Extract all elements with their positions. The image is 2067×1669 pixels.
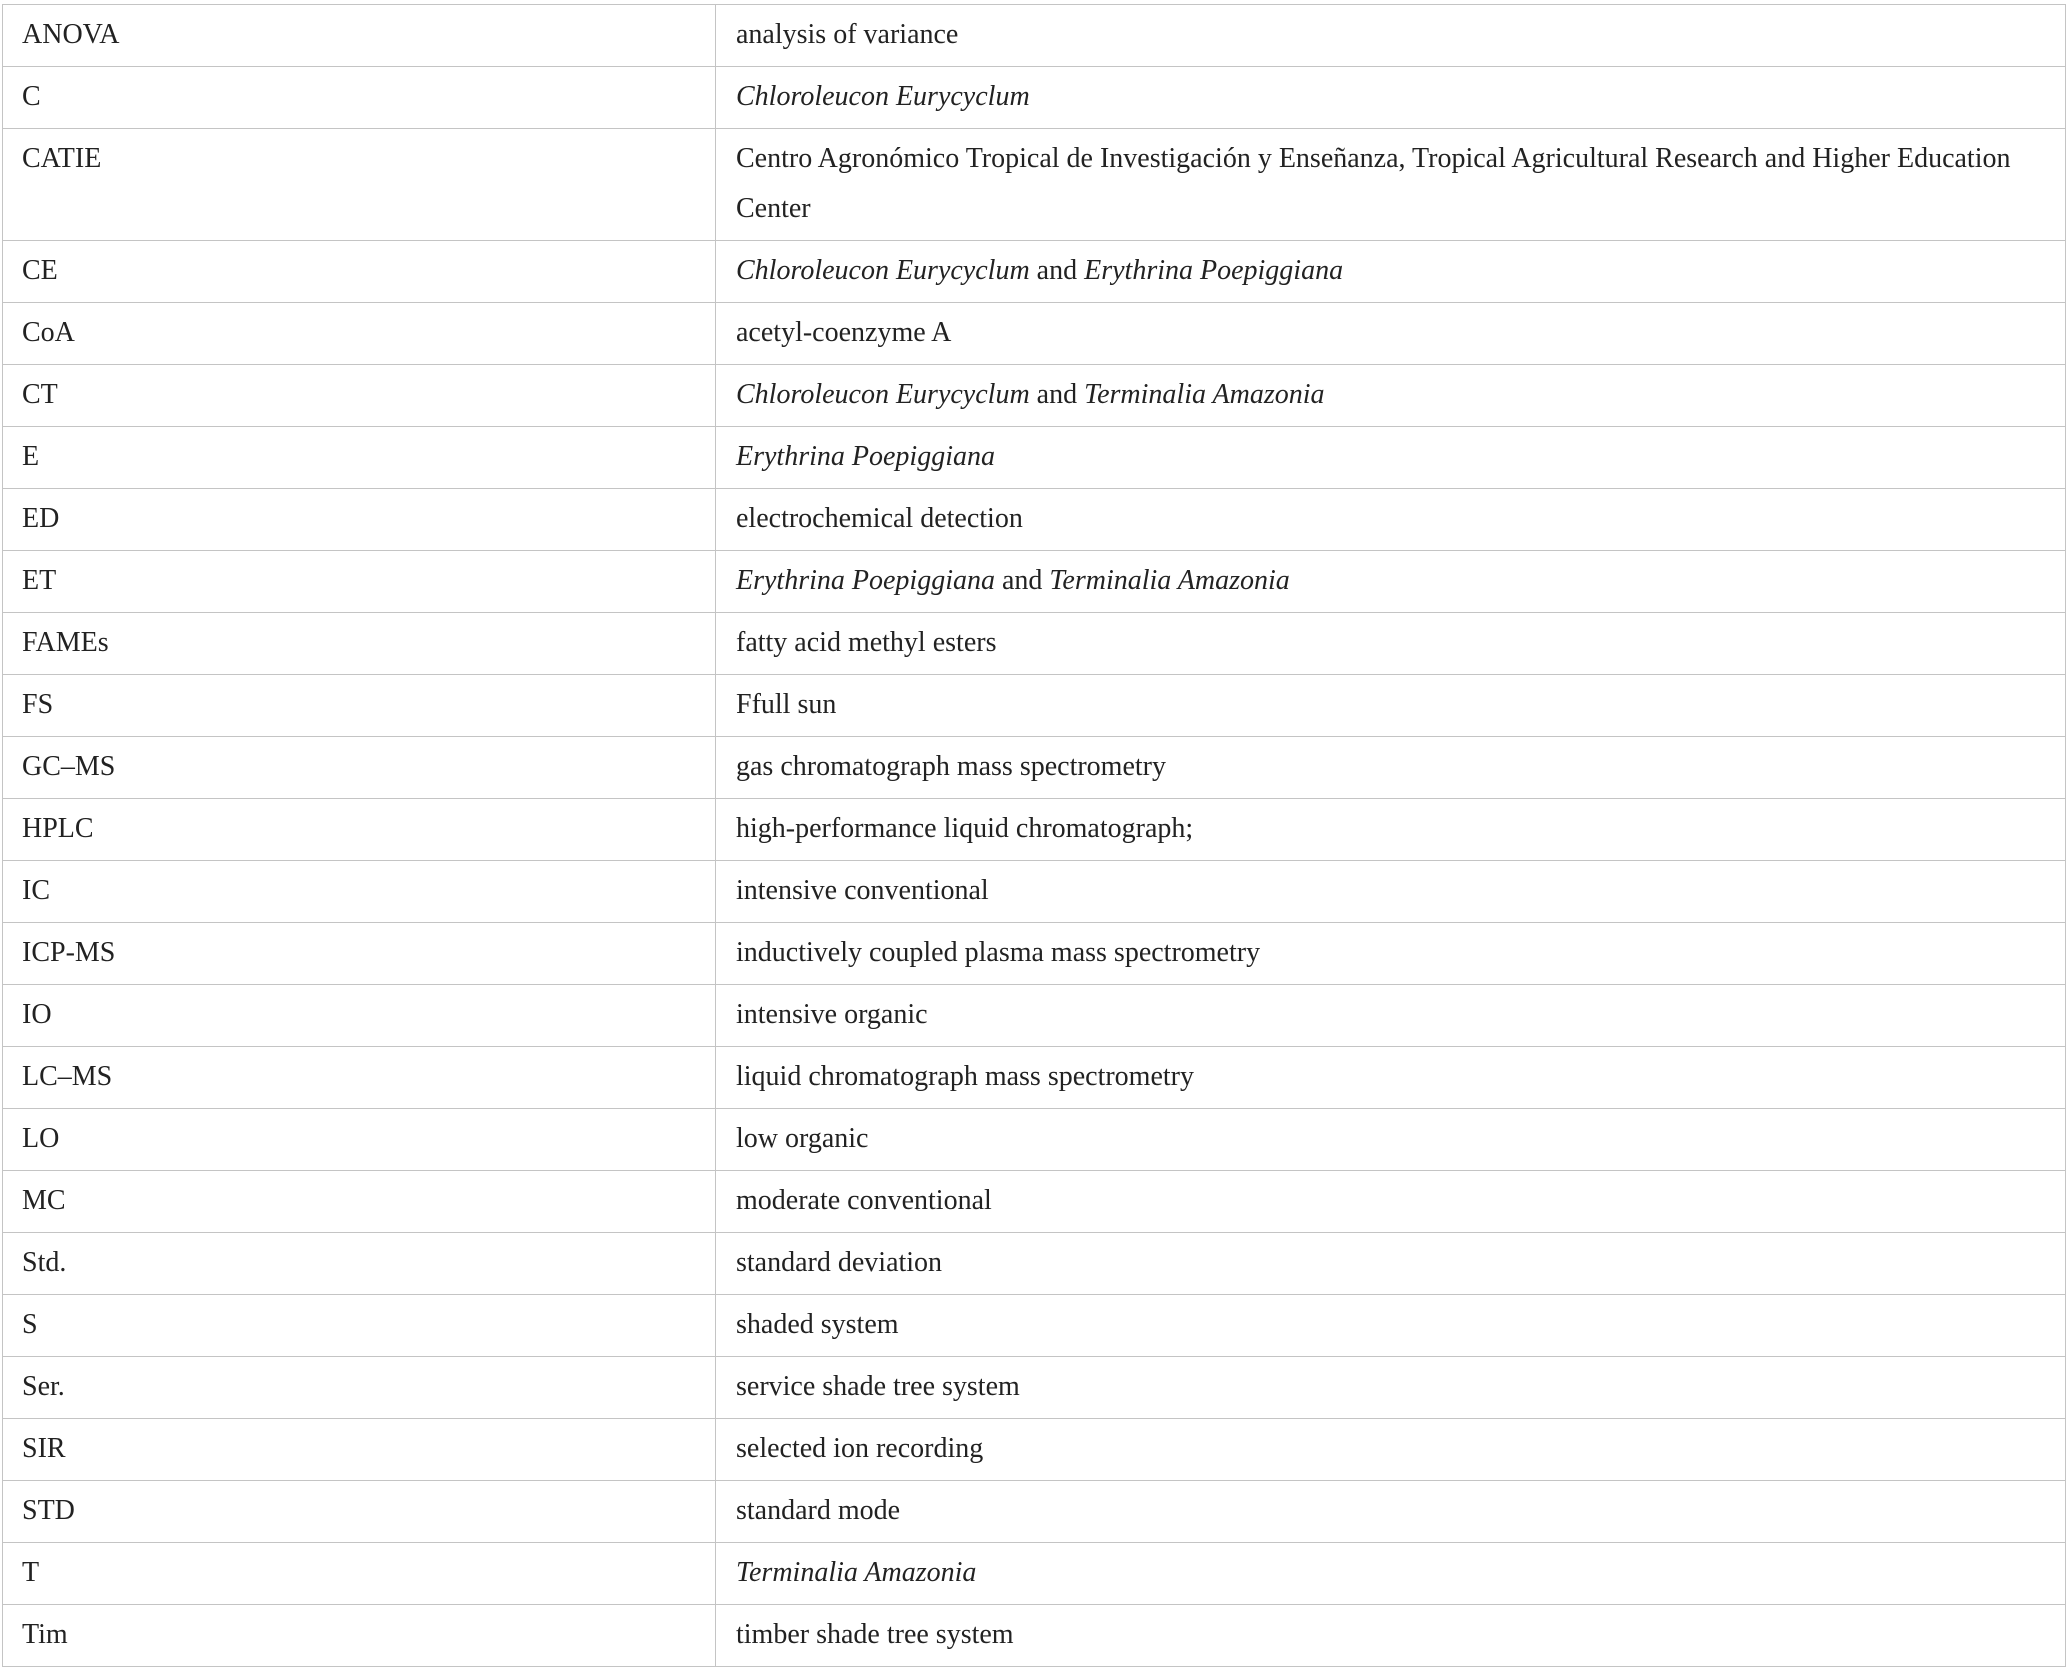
abbreviation-cell: ED	[3, 489, 716, 551]
definition-text: standard deviation	[736, 1247, 943, 1278]
definition-italic-text: Erythrina Poepiggiana	[736, 565, 995, 596]
table-row	[3, 799, 2066, 861]
table-row	[3, 427, 2066, 489]
definition-cell	[716, 1233, 2066, 1295]
abbreviations-table	[2, 4, 2066, 1667]
abbreviation-cell: E	[3, 427, 716, 489]
definition-cell	[716, 923, 2066, 985]
table-row	[3, 67, 2066, 129]
definition-text: low organic	[736, 1123, 869, 1154]
definition-cell	[716, 1047, 2066, 1109]
table-row	[3, 1357, 2066, 1419]
definition-italic-text: Terminalia Amazonia	[736, 1557, 977, 1588]
table-row	[3, 613, 2066, 675]
abbreviation-cell: Ser.	[3, 1357, 716, 1419]
abbreviation-cell: ICP-MS	[3, 923, 716, 985]
definition-cell	[716, 1543, 2066, 1605]
definition-text: gas chromatograph mass spectrometry	[736, 751, 1166, 782]
definition-text: analysis of variance	[736, 19, 959, 50]
table-row	[3, 985, 2066, 1047]
definition-cell	[716, 1357, 2066, 1419]
definition-italic-text: Chloroleucon Eurycyclum	[736, 81, 1030, 112]
abbreviation-cell: IC	[3, 861, 716, 923]
definition-italic-text: Chloroleucon Eurycyclum	[736, 379, 1030, 410]
abbreviation-cell: IO	[3, 985, 716, 1047]
table-row	[3, 489, 2066, 551]
abbreviation-cell: CE	[3, 241, 716, 303]
definition-text: moderate conventional	[736, 1185, 992, 1216]
definition-cell	[716, 985, 2066, 1047]
definition-text: liquid chromatograph mass spectrometry	[736, 1061, 1194, 1092]
definition-cell	[716, 5, 2066, 67]
abbreviation-cell: T	[3, 1543, 716, 1605]
definition-text: acetyl-coenzyme A	[736, 317, 952, 348]
definition-text: and	[1029, 255, 1085, 286]
abbreviation-cell: LC–MS	[3, 1047, 716, 1109]
definition-cell	[716, 1605, 2066, 1667]
definition-italic-text: Erythrina Poepiggiana	[1084, 255, 1344, 286]
abbreviation-cell: Tim	[3, 1605, 716, 1667]
definition-italic-text: Terminalia Amazonia	[1049, 565, 1290, 596]
definition-italic-text: Terminalia Amazonia	[1084, 379, 1325, 410]
table-row	[3, 1481, 2066, 1543]
definition-text: standard mode	[736, 1495, 901, 1526]
definition-text: fatty acid methyl esters	[736, 627, 997, 658]
table-row	[3, 1419, 2066, 1481]
definition-cell	[716, 551, 2066, 613]
table-row	[3, 303, 2066, 365]
definition-text: timber shade tree system	[736, 1619, 1014, 1650]
abbreviation-cell: FS	[3, 675, 716, 737]
definition-text: Centro Agronómico Tropical de Investigación y Enseñanza, Tropical Agricultural Research and Higher Education Center	[736, 143, 2011, 224]
abbreviation-cell: C	[3, 67, 716, 129]
abbreviation-cell: STD	[3, 1481, 716, 1543]
definition-cell	[716, 365, 2066, 427]
abbreviation-cell: MC	[3, 1171, 716, 1233]
table-row	[3, 1605, 2066, 1667]
table-row	[3, 1295, 2066, 1357]
table-row	[3, 1109, 2066, 1171]
definition-text: inductively coupled plasma mass spectrometry	[736, 937, 1261, 968]
definition-cell	[716, 861, 2066, 923]
definition-cell	[716, 241, 2066, 303]
abbreviation-cell: FAMEs	[3, 613, 716, 675]
abbreviation-cell: CoA	[3, 303, 716, 365]
abbreviation-cell: LO	[3, 1109, 716, 1171]
definition-text: intensive organic	[736, 999, 928, 1030]
table-row	[3, 923, 2066, 985]
abbreviation-cell: Std.	[3, 1233, 716, 1295]
definition-cell	[716, 303, 2066, 365]
table-row	[3, 1047, 2066, 1109]
abbreviation-cell: SIR	[3, 1419, 716, 1481]
definition-cell	[716, 67, 2066, 129]
abbreviation-cell: ET	[3, 551, 716, 613]
definition-cell	[716, 1171, 2066, 1233]
definition-italic-text: Chloroleucon Eurycyclum	[736, 255, 1030, 286]
definition-cell	[716, 427, 2066, 489]
table-row	[3, 737, 2066, 799]
definition-italic-text: Erythrina Poepiggiana	[736, 441, 995, 472]
table-row	[3, 675, 2066, 737]
definition-cell	[716, 1419, 2066, 1481]
definition-cell	[716, 129, 2066, 241]
definition-text: intensive conventional	[736, 875, 989, 906]
definition-text: and	[994, 565, 1050, 596]
table-row	[3, 365, 2066, 427]
table-row	[3, 1171, 2066, 1233]
abbreviation-cell: S	[3, 1295, 716, 1357]
definition-cell	[716, 1109, 2066, 1171]
definition-text: and	[1029, 379, 1085, 410]
table-row	[3, 241, 2066, 303]
definition-cell	[716, 799, 2066, 861]
table-row	[3, 1233, 2066, 1295]
definition-cell	[716, 675, 2066, 737]
definition-text: service shade tree system	[736, 1371, 1020, 1402]
abbreviation-cell: CATIE	[3, 129, 716, 241]
definition-text: high-performance liquid chromatograph;	[736, 813, 1194, 844]
abbreviations-table-body	[3, 5, 2066, 1667]
abbreviation-cell: ANOVA	[3, 5, 716, 67]
definition-cell	[716, 613, 2066, 675]
definition-cell	[716, 1295, 2066, 1357]
definition-text: shaded system	[736, 1309, 899, 1340]
table-row	[3, 1543, 2066, 1605]
table-row	[3, 861, 2066, 923]
definition-cell	[716, 737, 2066, 799]
definition-text: selected ion recording	[736, 1433, 984, 1464]
abbreviation-cell: CT	[3, 365, 716, 427]
table-row	[3, 129, 2066, 241]
definition-cell	[716, 1481, 2066, 1543]
table-row	[3, 5, 2066, 67]
definition-text: Ffull sun	[736, 689, 837, 720]
table-row	[3, 551, 2066, 613]
definition-cell	[716, 489, 2066, 551]
abbreviation-cell: HPLC	[3, 799, 716, 861]
abbreviation-cell: GC–MS	[3, 737, 716, 799]
definition-text: electrochemical detection	[736, 503, 1023, 534]
